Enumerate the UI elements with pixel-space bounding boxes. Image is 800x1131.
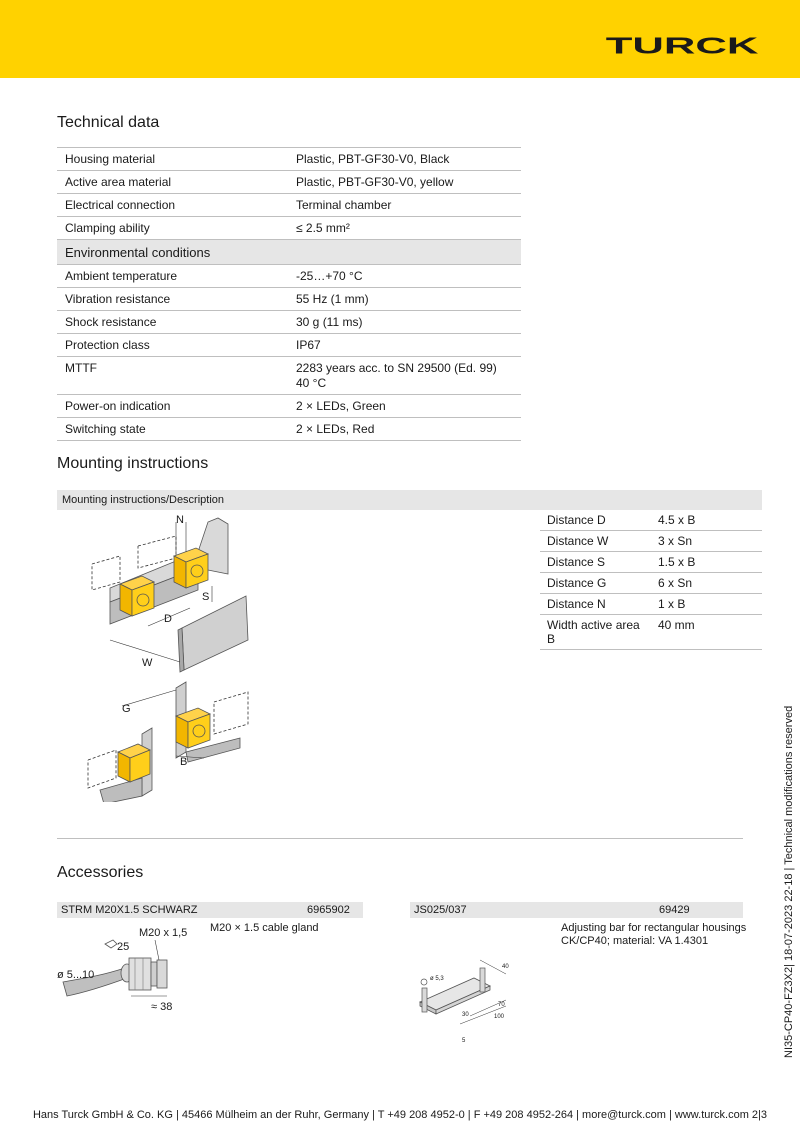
row-value: -25…+70 °C [288,265,521,288]
label-d: D [164,613,172,625]
label-d30: 30 [462,1012,469,1018]
technical-data-table [57,147,521,441]
label-w: W [142,657,153,669]
distance-label: Distance N [540,594,651,615]
table-row [57,288,521,311]
table-row [57,217,521,240]
row-label: Ambient temperature [57,265,288,288]
label-thread: M20 x 1,5 [139,927,188,939]
table-row [540,531,762,552]
table-row [540,594,762,615]
accessory-number: 6965902 [307,904,350,916]
row-value: Plastic, PBT-GF30-V0, yellow [288,171,521,194]
table-row [57,194,521,217]
distance-label: Distance D [540,510,651,531]
row-value: 2283 years acc. to SN 29500 (Ed. 99) 40 °C [288,357,521,395]
section-label: Environmental conditions [57,240,521,265]
distance-value: 3 x Sn [651,531,762,552]
row-value: 30 g (11 ms) [288,311,521,334]
turck-logo [598,36,768,56]
table-row [540,552,762,573]
footer: Hans Turck GmbH & Co. KG | 45466 Mülheim an der Ruhr, Germany | T +49 208 4952-0 | F +49 208 4952-264 | more@turck.com | www.turck.com 2|3 [32,1109,768,1121]
row-label: Shock resistance [57,311,288,334]
accessory-header-strm [57,902,363,918]
row-label: Active area material [57,171,288,194]
technical-data-title: Technical data [57,114,160,131]
label-b: B [180,756,188,768]
table-row [57,171,521,194]
table-row [540,615,762,650]
row-value: 55 Hz (1 mm) [288,288,521,311]
table-row [57,418,521,441]
table-row [540,510,762,531]
distance-value: 6 x Sn [651,573,762,594]
table-row [57,334,521,357]
label-cable: ø 5...10 [57,969,95,981]
label-d5: 5 [462,1038,466,1044]
table-row [57,148,521,171]
header-bar [0,0,800,78]
accessory-name: STRM M20X1.5 SCHWARZ [61,904,198,916]
table-row [57,357,521,395]
label-hole: ø 5,3 [430,976,444,982]
accessory-description: M20 × 1.5 cable gland [210,922,319,934]
label-d70: 70 [498,1002,505,1008]
distance-label: Distance S [540,552,651,573]
row-label: Switching state [57,418,288,441]
accessory-number: 69429 [659,904,690,916]
distance-value: 1 x B [651,594,762,615]
distance-value: 1.5 x B [651,552,762,573]
distance-value: 40 mm [651,615,762,650]
accessory-header-js025 [410,902,743,918]
row-value: Plastic, PBT-GF30-V0, Black [288,148,521,171]
row-label: Protection class [57,334,288,357]
side-document-id: NI35-CP40-FZ3X2| 18-07-2023 22-18 | Technical modifications reserved [783,705,795,1058]
label-length: ≈ 38 [151,1001,173,1013]
label-n: N [176,514,184,526]
svg-text:TURCK: TURCK [605,36,760,56]
section-row [57,240,521,265]
mounting-drawing [80,512,260,802]
row-label: MTTF [57,357,288,395]
table-row [540,573,762,594]
distance-label: Distance W [540,531,651,552]
distance-label: Distance G [540,573,651,594]
accessories-title: Accessories [57,864,144,881]
row-value: 2 × LEDs, Green [288,395,521,418]
distance-value: 4.5 x B [651,510,762,531]
label-w40: 40 [502,964,509,970]
mounting-title: Mounting instructions [57,455,209,472]
row-label: Vibration resistance [57,288,288,311]
row-value: Terminal chamber [288,194,521,217]
table-row [57,395,521,418]
distance-label: Width active area B [540,615,651,650]
row-label: Electrical connection [57,194,288,217]
label-s: S [202,591,210,603]
label-wrench: 25 [117,941,130,953]
mounting-bar: Mounting instructions/Description [57,490,762,510]
row-value: 2 × LEDs, Red [288,418,521,441]
section-divider [57,838,743,839]
row-value: ≤ 2.5 mm² [288,217,521,240]
table-row [57,311,521,334]
row-label: Clamping ability [57,217,288,240]
row-label: Power-on indication [57,395,288,418]
table-row [57,265,521,288]
row-value: IP67 [288,334,521,357]
row-label: Housing material [57,148,288,171]
label-d100: 100 [494,1014,505,1020]
accessory-description: Adjusting bar for rectangular housings CK/CP40; material: VA 1.4301 [561,922,747,947]
adjusting-bar-drawing [410,950,520,1045]
accessory-name: JS025/037 [414,904,467,916]
cable-gland-drawing [55,920,205,1015]
label-g: G [122,703,131,715]
distance-table [540,510,762,650]
